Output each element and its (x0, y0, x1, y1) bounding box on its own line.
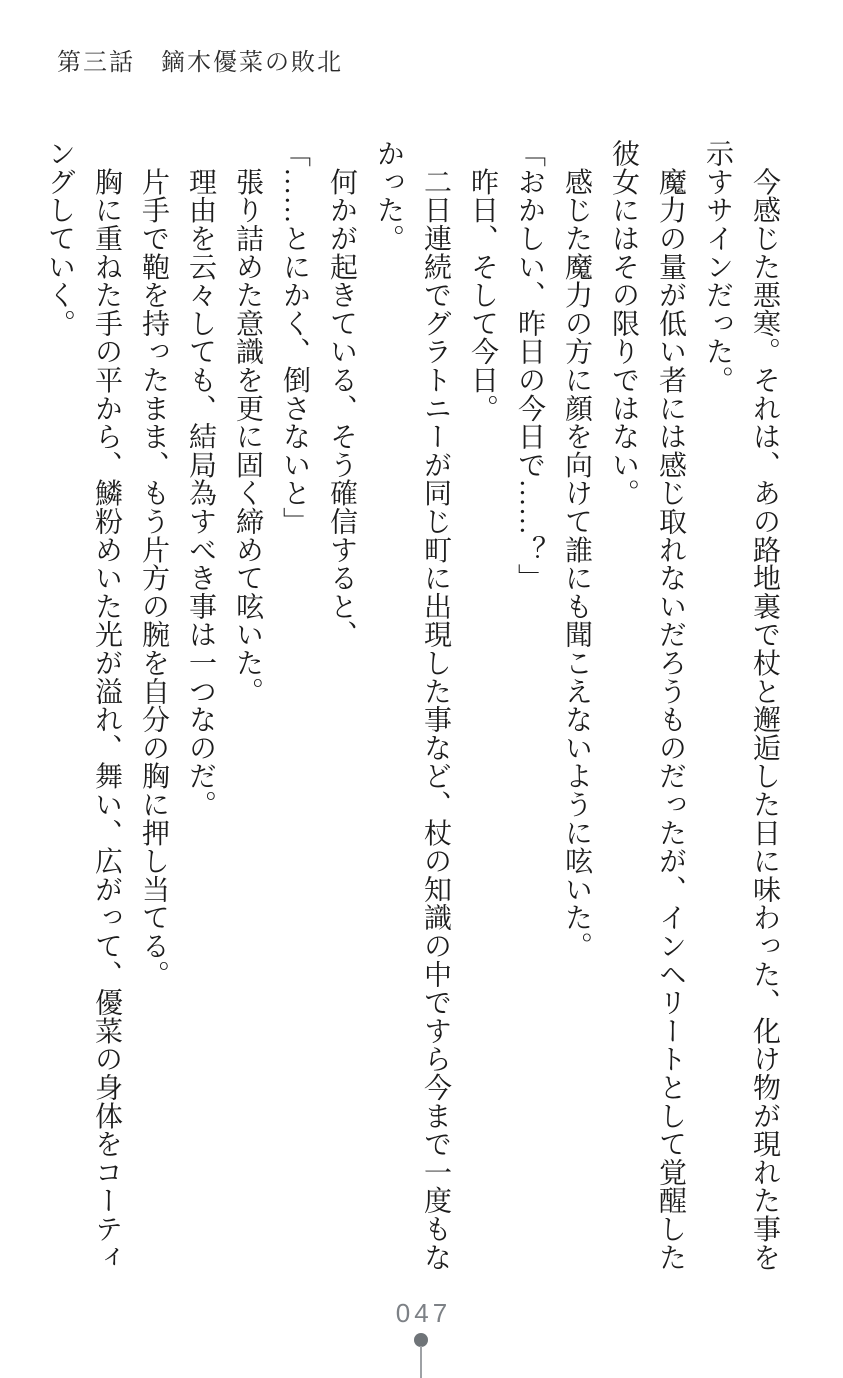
text-line: 「おかしい、昨日の今日で……？」 (514, 139, 545, 592)
text-line: 理由を云々しても、結局為すべき事は一つなのだ。 (185, 139, 216, 819)
text-line: 感じた魔力の方に顔を向けて誰にも聞こえないように呟いた。 (561, 139, 592, 960)
text-line: 片手で鞄を持ったまま、もう片方の腕を自分の胸に押し当てる。 (138, 139, 169, 988)
page-number: 047 (395, 1298, 452, 1328)
text-line: ングしていく。 (44, 139, 75, 338)
text-line: 胸に重ねた手の平から、鱗粉めいた光が溢れ、舞い、広がって、優菜の身体をコーティ (91, 139, 122, 1271)
text-line: 昨日、そして今日。 (467, 139, 498, 422)
text-line: 彼女にはその限りではない。 (608, 139, 639, 507)
text-line: 張り詰めた意識を更に固く締めて呟いた。 (232, 139, 263, 705)
chapter-title: 第三話 鏑木優菜の敗北 (57, 50, 343, 76)
text-line: 「……とにかく、倒さないと」 (279, 139, 310, 536)
text-line: 示すサインだった。 (702, 139, 733, 394)
footer-marker-dot-icon (414, 1333, 428, 1347)
footer-marker-line (420, 1346, 422, 1378)
text-line: 魔力の量が低い者には感じ取れないだろうものだったが、インヘリートとして覚醒した (655, 139, 686, 1271)
text-line: かった。 (373, 139, 404, 253)
text-line: 何かが起きている、そう確信すると、 (326, 139, 357, 649)
text-line: 今感じた悪寒。それは、あの路地裏で杖と邂逅した日に味わった、化け物が現れた事を (749, 139, 780, 1271)
text-line: 二日連続でグラトニーが同じ町に出現した事など、杖の知識の中ですら今まで一度もな (420, 139, 451, 1271)
body-text (36, 139, 788, 1275)
